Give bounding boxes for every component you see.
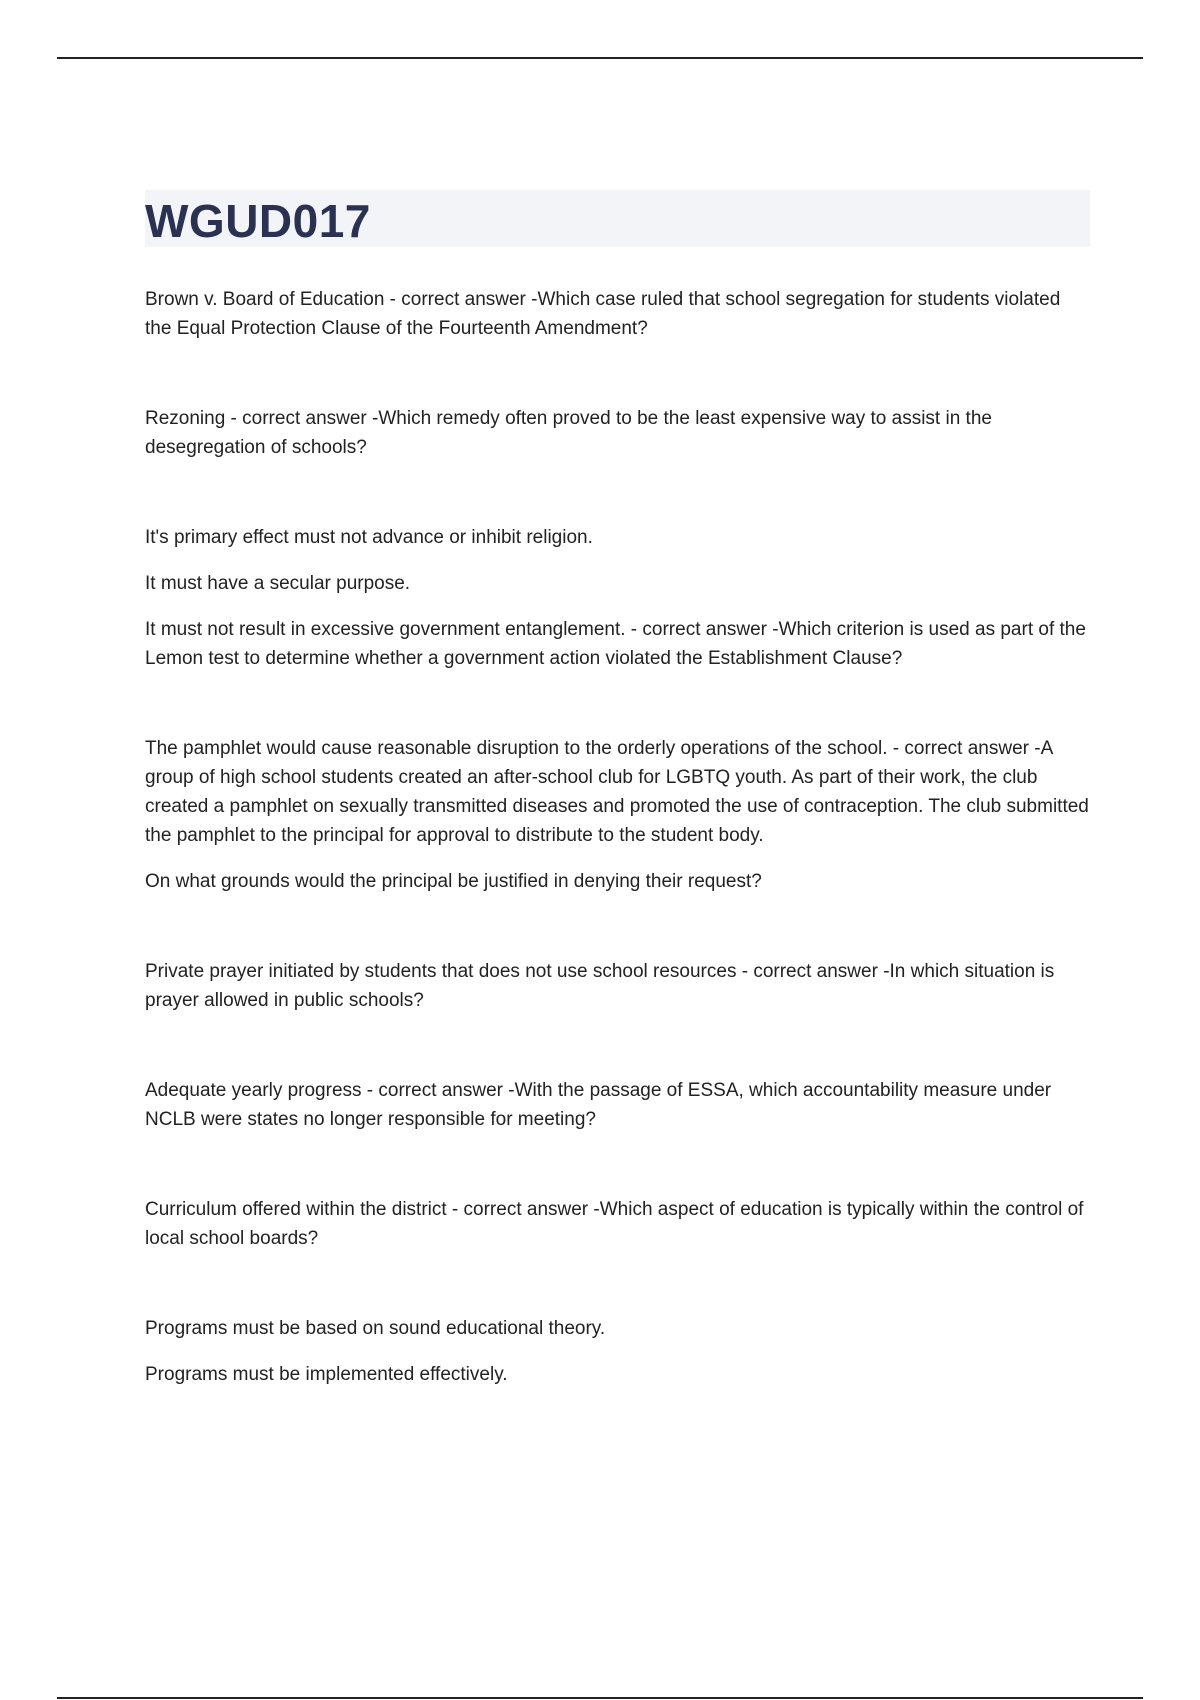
qa-paragraph: Private prayer initiated by students that does not use school resources - correct answer -In which situation is prayer allowed in public schools? bbox=[145, 961, 1055, 1011]
qa-paragraph: It's primary effect must not advance or inhibit religion. bbox=[145, 527, 593, 548]
qa-paragraph: Programs must be implemented effectively. bbox=[145, 1364, 508, 1385]
qa-paragraph: On what grounds would the principal be justified in denying their request? bbox=[145, 871, 762, 892]
title-band bbox=[145, 190, 1090, 247]
qa-entry bbox=[145, 285, 1090, 343]
footer-rule bbox=[57, 1697, 1143, 1699]
qa-paragraph: Adequate yearly progress - correct answer -With the passage of ESSA, which accountability measure under NCLB were states no longer responsible for meeting? bbox=[145, 1080, 1052, 1130]
qa-entry bbox=[145, 734, 1090, 896]
document-body bbox=[145, 190, 1090, 1450]
qa-entry bbox=[145, 1195, 1090, 1253]
document-title: WGUD017 bbox=[145, 194, 371, 247]
qa-entry bbox=[145, 957, 1090, 1015]
qa-paragraph: The pamphlet would cause reasonable disruption to the orderly operations of the school. - correct answer -A group of high school students created an after-school club for LGBTQ youth. As part of their work, the club created a pamphlet on sexually transmitted diseases and promoted the use of contraception. The club submitted the pamphlet to the principal for approval to distribute to the student body. bbox=[145, 738, 1089, 846]
qa-paragraph: Brown v. Board of Education - correct answer -Which case ruled that school segregation for students violated the Equal Protection Clause of the Fourteenth Amendment? bbox=[145, 289, 1061, 339]
qa-paragraph: Rezoning - correct answer -Which remedy often proved to be the least expensive way to assist in the desegregation of schools? bbox=[145, 408, 992, 458]
header-rule bbox=[57, 57, 1143, 59]
qa-entry bbox=[145, 1314, 1090, 1389]
qa-entry bbox=[145, 404, 1090, 462]
qa-paragraph: Programs must be based on sound educational theory. bbox=[145, 1318, 606, 1339]
qa-paragraph: It must not result in excessive government entanglement. - correct answer -Which criterion is used as part of the Lemon test to determine whether a government action violated the Establishment Clause? bbox=[145, 619, 1086, 669]
qa-paragraph: Curriculum offered within the district - correct answer -Which aspect of education is typically within the control of local school boards? bbox=[145, 1199, 1084, 1249]
qa-entry bbox=[145, 523, 1090, 673]
qa-entry bbox=[145, 1076, 1090, 1134]
qa-paragraph: It must have a secular purpose. bbox=[145, 573, 411, 594]
